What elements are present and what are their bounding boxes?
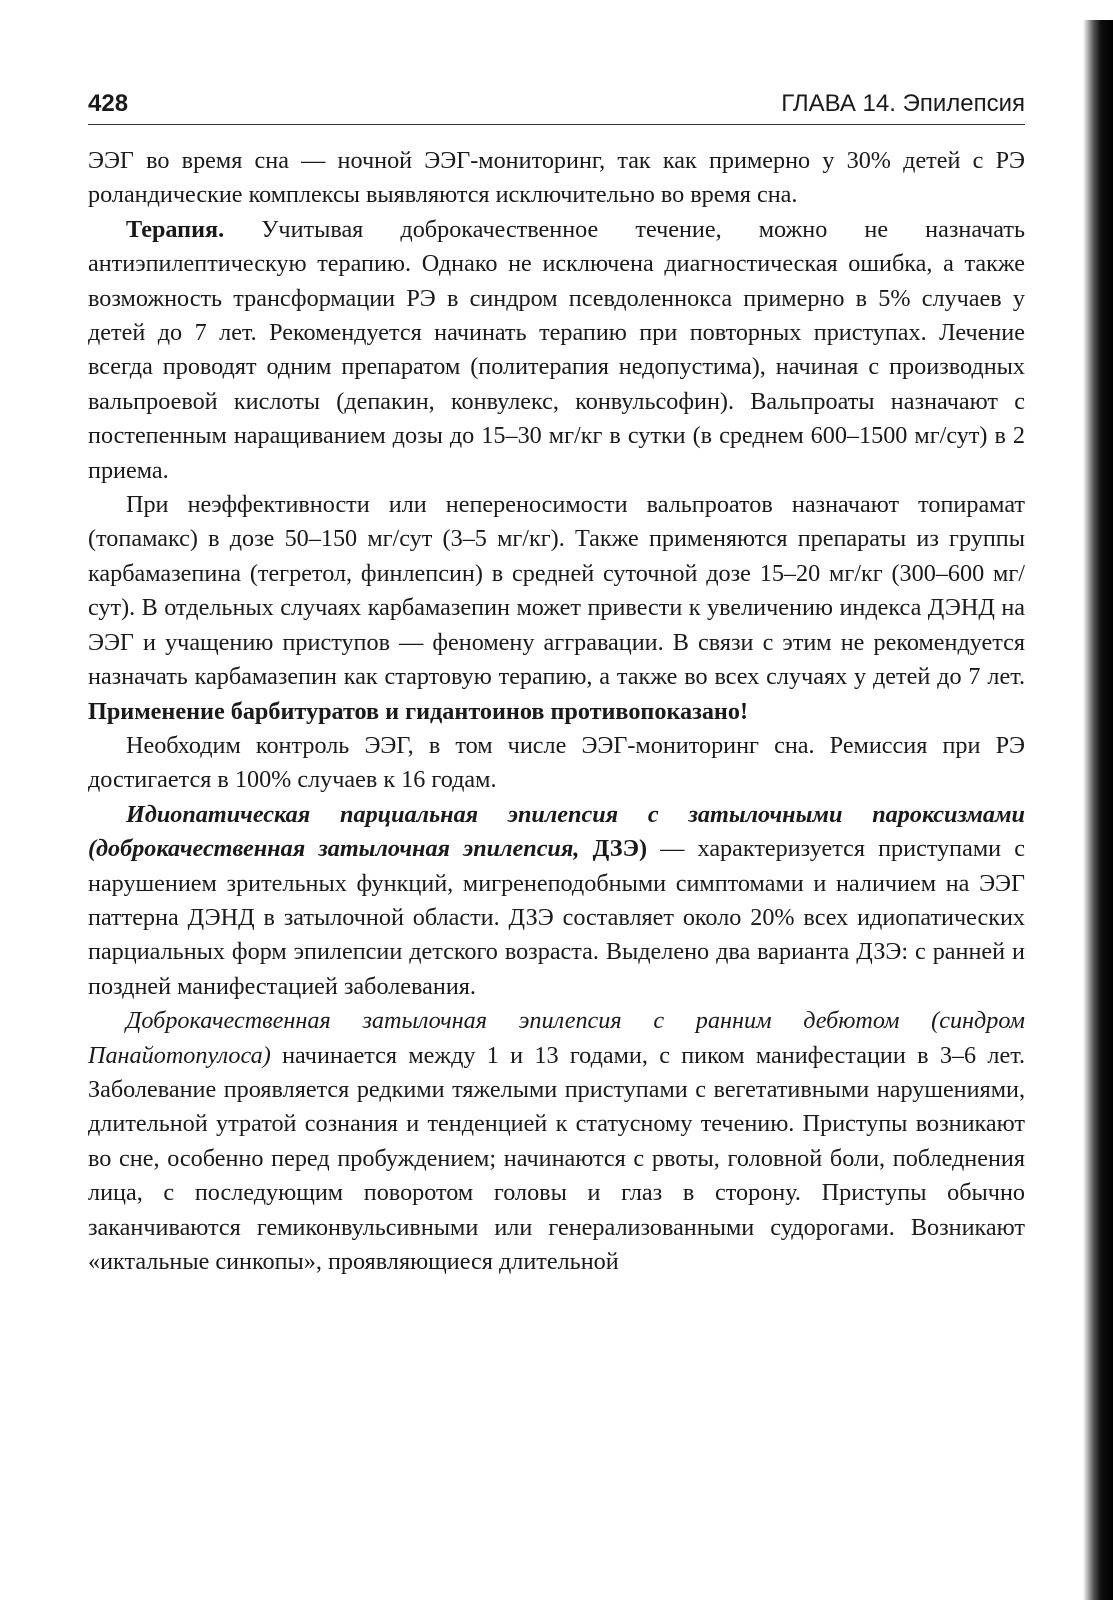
- paragraph-therapy: [88, 213, 1025, 488]
- paragraph-panayiotopoulos: [88, 1004, 1025, 1279]
- chapter-title: ГЛАВА 14. Эпилепсия: [781, 90, 1025, 117]
- therapy-heading: Терапия.: [126, 215, 225, 243]
- occipital-epilepsy-term: Идиопатическая парциальная эпилепсия с затылочными пароксизмами (доброкачественная затылочная эпилепсия,: [88, 800, 1025, 863]
- paragraph-eeg-sleep: [88, 144, 1025, 213]
- page-edge-shadow: [1083, 20, 1113, 1600]
- paragraph-text: Учитывая доброкачественное течение, можно не назначать антиэпилептическую терапию. Однако не исключена диагностическая ошибка, а также возможность трансформации РЭ в синдром псевдоленнокса примерно в 5% случаев у детей до 7 лет. Рекомендуется начинать терапию при повторных приступах. Лечение всегда проводят одним препаратом (политерапия недопустима), начиная с производных вальпроевой кислоты (депакин, конвулекс, конвульсофин). Вальпроаты назначают с постепенным наращиванием дозы до 15–30 мг/кг в сутки (в среднем 600–1500 мг/сут) в 2 приема.: [88, 215, 1025, 484]
- paragraph-text: ЭЭГ во время сна — ночной ЭЭГ-мониторинг, так как примерно у 30% детей с РЭ роландические комплексы выявляются исключительно во время сна.: [88, 147, 1025, 209]
- body-text: [88, 144, 1025, 1279]
- paragraph-text: При неэффективности или непереносимости вальпроатов назначают топирамат (топамакс) в дозе 50–150 мг/сут (3–5 мг/кг). Также применяются препараты из группы карбамазепина (тегретол, финлепсин) в средней суточной дозе 15–20 мг/кг (300–600 мг/сут). В отдельных случаях карбамазепин может привести к увеличению индекса ДЭНД на ЭЭГ и учащению приступов — феномену аггравации. В связи с этим не рекомендуется назначать карбамазепин как стартовую терапию, а также во всех случаях у детей до 7 лет.: [88, 491, 1025, 691]
- header-rule: [88, 124, 1025, 125]
- paragraph-text: — характеризуется приступами с нарушением зрительных функций, мигренеподобными симптомами и наличием на ЭЭГ паттерна ДЭНД в затылочной области. ДЗЭ составляет около 20% всех идиопатических парциальных форм эпилепсии детского возраста. Выделено два варианта ДЗЭ: с ранней и поздней манифестацией заболевания.: [88, 835, 1025, 1000]
- page-number: 428: [88, 90, 129, 117]
- paragraph-text: Необходим контроль ЭЭГ, в том числе ЭЭГ-мониторинг сна. Ремиссия при РЭ достигается в 100% случаев к 16 годам.: [88, 731, 1025, 794]
- contraindication-warning: Применение барбитуратов и гидантоинов противопоказано!: [88, 697, 749, 725]
- running-header: [88, 84, 1025, 124]
- paragraph-monitoring: [88, 729, 1025, 798]
- paragraph-alternatives: [88, 488, 1025, 729]
- dze-abbreviation: ДЗЭ): [579, 835, 648, 863]
- panayiotopoulos-term: Доброкачественная затылочная эпилепсия с ранним дебютом (синдром Панайотопулоса): [88, 1007, 1025, 1069]
- paragraph-text: начинается между 1 и 13 годами, с пиком манифестации в 3–6 лет. Заболевание проявляется редкими тяжелыми приступами с вегетативными нарушениями, длительной утратой сознания и тенденцией к статусному течению. Приступы возникают во сне, особенно перед пробуждением; начинаются с рвоты, головной боли, побледнения лица, с последующим поворотом головы и глаз в сторону. Приступы обычно заканчиваются гемиконвульсивными или генерализованными судорогами. Возникают «иктальные синкопы», проявляющиеся длительной: [88, 1041, 1025, 1275]
- paragraph-occipital-epilepsy: [88, 798, 1025, 1004]
